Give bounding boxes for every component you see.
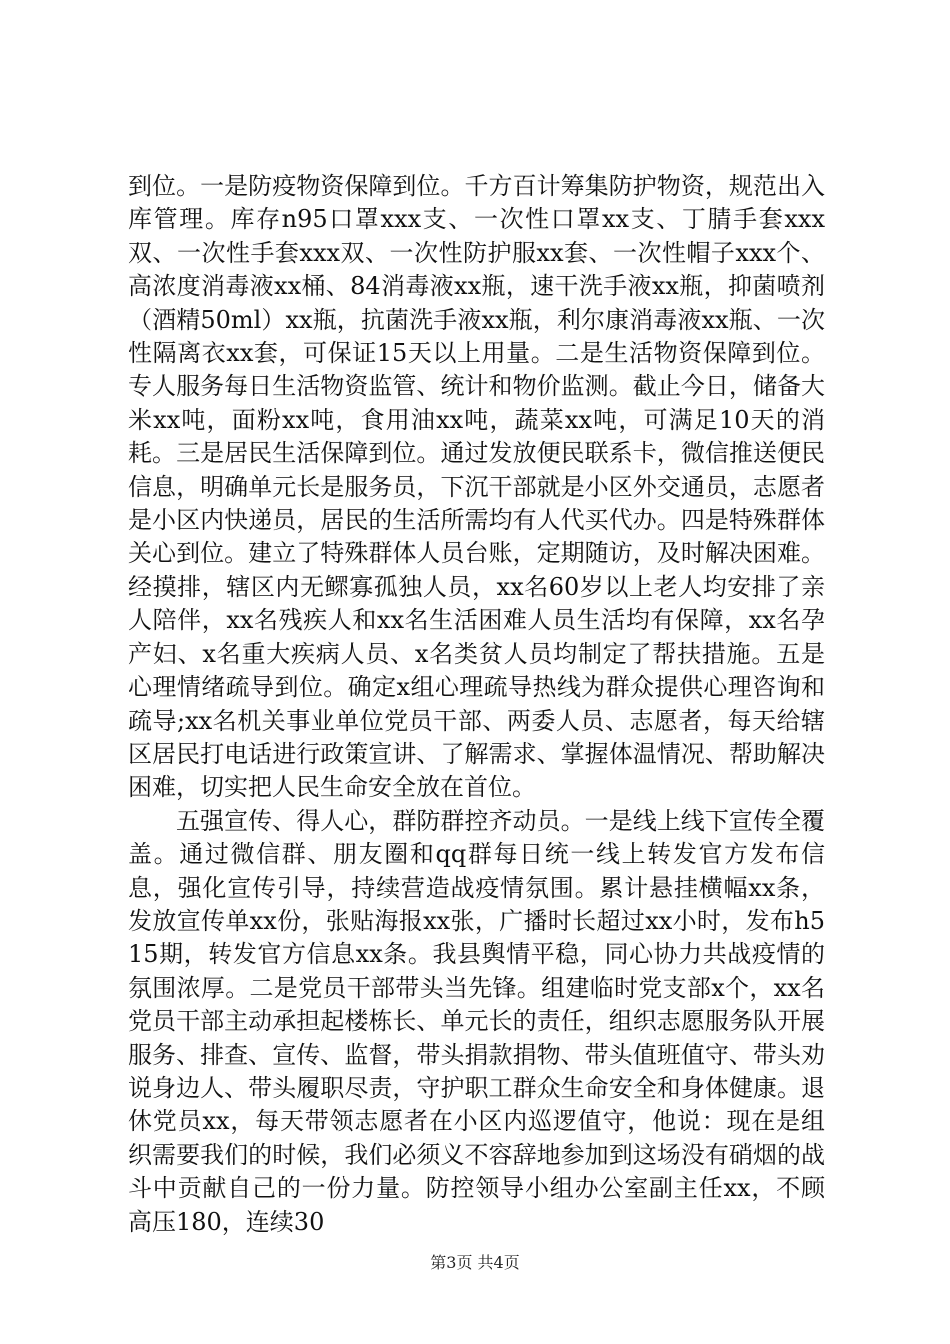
paragraph-continuation: 到位。一是防疫物资保障到位。千方百计筹集防护物资，规范出入库管理。库存n95口罩xxx支、一次性口罩xx支、丁腈手套xxx双、一次性手套xxx双、一次性防护服xx套、一次性帽子xxx个、高浓度消毒液xx桶、84消毒液xx瓶，速干洗手液xx瓶，抑菌喷剂（酒精50ml）xx瓶，抗菌洗手液xx瓶，利尔康消毒液xx瓶、一次性隔离衣xx套，可保证15天以上用量。二是生活物资保障到位。专人服务每日生活物资监管、统计和物价监测。截止今日，储备大米xx吨，面粉xx吨，食用油xx吨，蔬菜xx吨，可满足10天的消耗。三是居民生活保障到位。通过发放便民联系卡，微信推送便民信息，明确单元长是服务员，下沉干部就是小区外交通员，志愿者是小区内快递员，居民的生活所需均有人代买代办。四是特殊群体关心到位。建立了特殊群体人员台账，定期随访，及时解决困难。经摸排，辖区内无鳏寡孤独人员，xx名60岁以上老人均安排了亲人陪伴，xx名残疾人和xx名生活困难人员生活均有保障，xx名孕产妇、x名重大疾病人员、x名类贫人员均制定了帮扶措施。五是心理情绪疏导到位。确定x组心理疏导热线为群众提供心理咨询和疏导;xx名机关事业单位党员干部、两委人员、志愿者，每天给辖区居民打电话进行政策宣讲、了解需求、掌握体温情况、帮助解决困难，切实把人民生命安全放在首位。 xyxy=(128,172,825,802)
paragraph-propaganda: 五强宣传、得人心，群防群控齐动员。一是线上线下宣传全覆盖。通过微信群、朋友圈和qq群每日统一线上转发官方发布信息，强化宣传引导，持续营造战疫情氛围。累计悬挂横幅xx条，发放宣传单xx份，张贴海报xx张，广播时长超过xx小时，发布h515期，转发官方信息xx条。我县舆情平稳，同心协力共战疫情的氛围浓厚。二是党员干部带头当先锋。组建临时党支部x个，xx名党员干部主动承担起楼栋长、单元长的责任，组织志愿服务队开展服务、排查、宣传、监督，带头捐款捐物、带头值班值守、带头劝说身边人、带头履职尽责，守护职工群众生命安全和身体健康。退休党员xx，每天带领志愿者在小区内巡逻值守，他说：现在是组织需要我们的时候，我们必须义不容辞地参加到这场没有硝烟的战斗中贡献自己的一份力量。防控领导小组办公室副主任xx，不顾高压180，连续30 xyxy=(128,806,825,1236)
page-footer: 第3页 共4页 xyxy=(430,1253,520,1272)
document-body xyxy=(128,170,825,1239)
